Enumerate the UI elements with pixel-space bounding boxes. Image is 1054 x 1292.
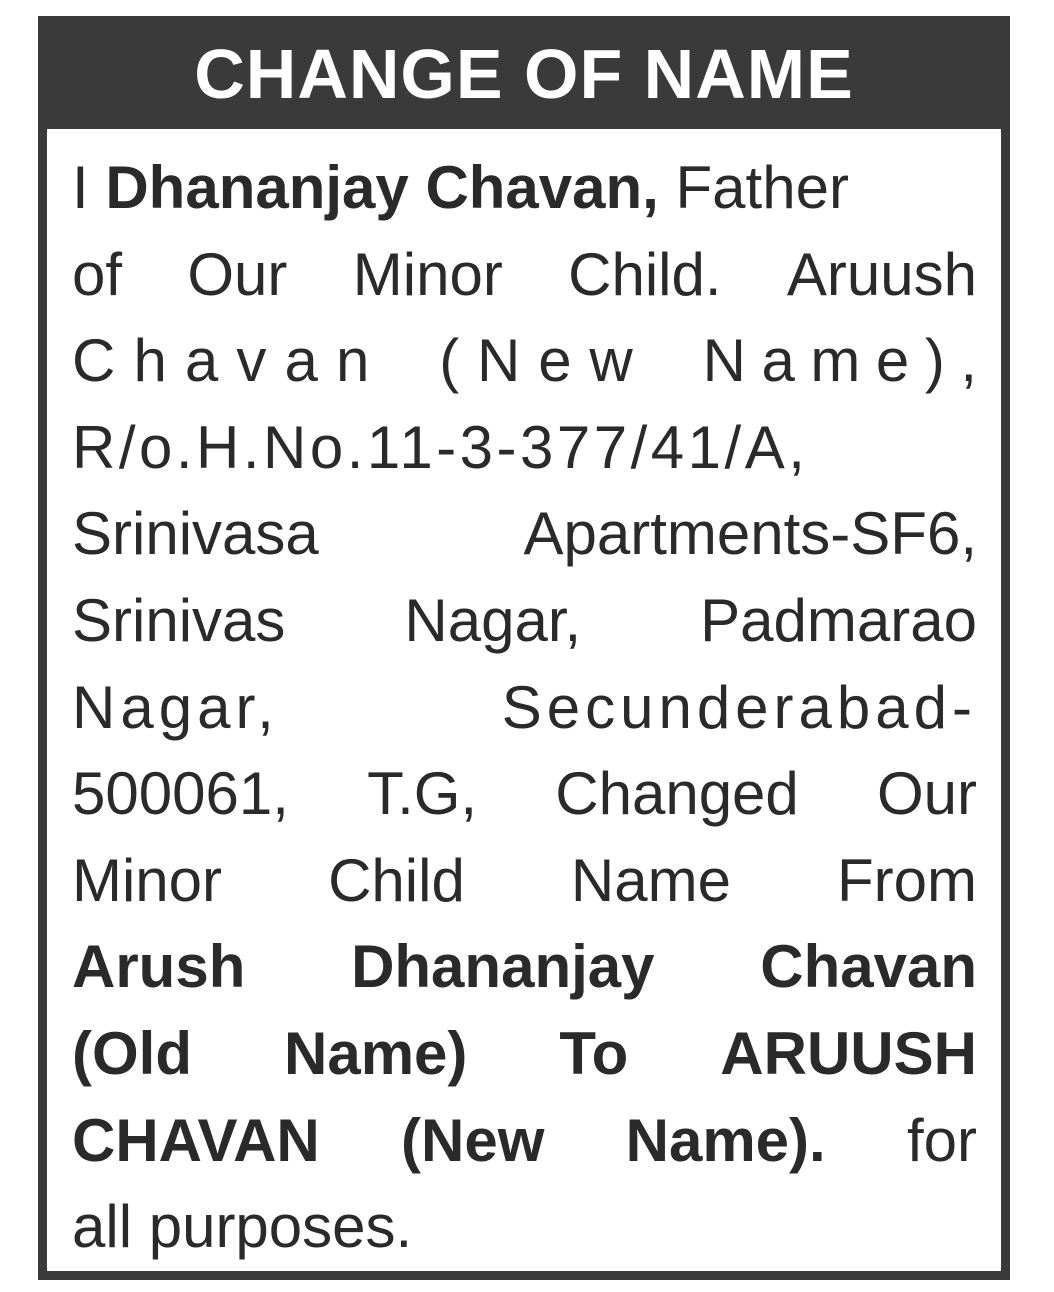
notice-title: CHANGE OF NAME bbox=[194, 35, 854, 113]
letter: N bbox=[702, 327, 746, 395]
word: of bbox=[72, 240, 123, 308]
letter: N bbox=[477, 327, 521, 395]
word: Name) bbox=[284, 1019, 468, 1087]
text-closing: all purposes. bbox=[72, 1193, 413, 1261]
name-change-notice bbox=[38, 16, 1010, 1280]
text-pronoun: I bbox=[72, 154, 106, 221]
word: Nagar, bbox=[404, 586, 582, 654]
word: Name bbox=[570, 846, 731, 914]
word: (Old bbox=[72, 1019, 192, 1087]
word-new-name: CHAVAN bbox=[72, 1106, 320, 1174]
word: Nagar, bbox=[72, 673, 279, 741]
notice-line-6 bbox=[72, 578, 977, 665]
word: (New bbox=[401, 1106, 545, 1174]
notice-line-9 bbox=[72, 838, 977, 925]
word: Child. bbox=[568, 240, 722, 308]
word: for bbox=[906, 1106, 977, 1174]
letter: e bbox=[875, 327, 910, 395]
word: Our bbox=[187, 240, 288, 308]
notice-line-13 bbox=[72, 1184, 977, 1271]
letter: v bbox=[236, 327, 267, 395]
text-father-name: Dhananjay Chavan, bbox=[105, 154, 659, 221]
word-old-name: Arush bbox=[72, 933, 246, 1001]
word: Minor bbox=[72, 846, 223, 914]
word-old-name: Dhananjay bbox=[351, 933, 655, 1001]
notice-header bbox=[47, 25, 1001, 129]
word: Changed bbox=[555, 760, 799, 828]
word-old-name: Chavan bbox=[760, 933, 977, 1001]
letter: m bbox=[810, 327, 861, 395]
notice-line-2 bbox=[72, 232, 977, 319]
word: Padmarao bbox=[700, 586, 977, 654]
letter: h bbox=[133, 327, 167, 395]
letter: ( bbox=[439, 327, 460, 395]
notice-line-7 bbox=[72, 665, 977, 752]
word: To bbox=[559, 1019, 629, 1087]
notice-body bbox=[72, 145, 977, 1271]
letter: ) bbox=[924, 327, 945, 395]
letter: w bbox=[589, 327, 633, 395]
text-relation: Father bbox=[658, 154, 849, 221]
word: Our bbox=[876, 760, 977, 828]
word: Name). bbox=[625, 1106, 826, 1174]
word: Minor bbox=[352, 240, 503, 308]
word: Srinivas bbox=[72, 586, 286, 654]
text-address: R/o.H.No.11-3-377/41/A, bbox=[72, 413, 809, 481]
letter: n bbox=[335, 327, 370, 395]
notice-line-3 bbox=[72, 318, 977, 405]
letter: a bbox=[761, 327, 795, 395]
letter: a bbox=[284, 327, 318, 395]
notice-line-5 bbox=[72, 491, 977, 578]
word: From bbox=[837, 846, 977, 914]
word-new-name: ARUUSH bbox=[720, 1019, 977, 1087]
notice-line-4 bbox=[72, 405, 977, 492]
word: Srinivasa bbox=[72, 500, 319, 568]
word: 500061, bbox=[72, 760, 289, 828]
word: Child bbox=[328, 846, 465, 914]
word: Secunderabad- bbox=[501, 673, 977, 741]
word: T.G, bbox=[367, 760, 478, 828]
notice-line-10 bbox=[72, 924, 977, 1011]
letter: e bbox=[538, 327, 572, 395]
word: Apartments-SF6, bbox=[523, 500, 977, 568]
notice-line-1 bbox=[72, 145, 977, 232]
letter: C bbox=[72, 327, 116, 395]
letter: a bbox=[184, 327, 219, 395]
notice-line-12 bbox=[72, 1098, 977, 1185]
notice-line-8 bbox=[72, 751, 977, 838]
word: Aruush bbox=[786, 240, 977, 308]
notice-line-11 bbox=[72, 1011, 977, 1098]
letter: , bbox=[960, 327, 977, 395]
